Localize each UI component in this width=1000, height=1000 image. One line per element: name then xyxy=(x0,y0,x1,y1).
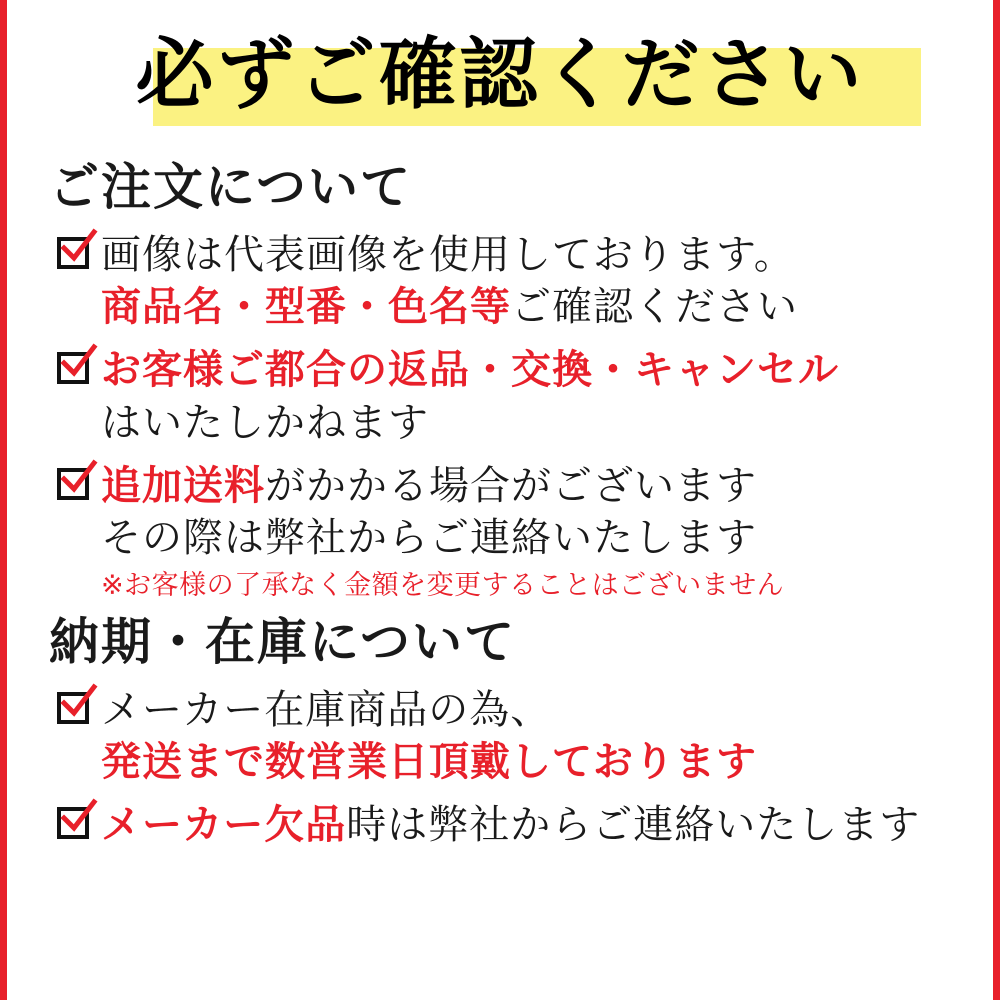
text-run: 時は弊社からご連絡いたします xyxy=(346,802,921,849)
list-item xyxy=(55,344,959,450)
text-run: メーカー欠品 xyxy=(101,802,347,849)
text-run: はいたしかねます xyxy=(101,399,429,446)
text-run: ご確認ください xyxy=(511,284,798,331)
item-text xyxy=(101,460,959,605)
list-item xyxy=(55,684,959,790)
item-line xyxy=(101,281,959,334)
item-line xyxy=(101,512,959,565)
text-run: 発送まで数営業日頂戴しております xyxy=(101,739,757,786)
checkbox-checked-icon xyxy=(55,690,95,730)
checkbox-checked-icon xyxy=(55,235,95,275)
item-text xyxy=(101,684,959,790)
item-line xyxy=(101,736,959,789)
text-run: 商品名・型番・色名等 xyxy=(101,284,511,331)
checkbox-checked-icon xyxy=(55,350,95,390)
text-run: その際は弊社からご連絡いたします xyxy=(101,515,757,562)
text-run: 画像は代表画像を使用しております。 xyxy=(101,231,795,278)
item-text xyxy=(101,344,959,450)
item-text xyxy=(101,229,959,335)
text-run: お客様ご都合の返品・交換・キャンセル xyxy=(101,347,839,394)
item-line xyxy=(101,397,959,450)
section-heading: ご注文について xyxy=(49,158,412,216)
text-run: がかかる場合がございます xyxy=(265,462,757,509)
page-title: 必ずご確認ください xyxy=(135,30,865,120)
item-line xyxy=(101,684,959,737)
section-order xyxy=(41,156,959,605)
item-note: ※お客様の了承なく金額を変更することはございません xyxy=(101,570,785,602)
checkbox-checked-icon xyxy=(55,466,95,506)
item-line xyxy=(101,460,959,513)
list-item xyxy=(55,229,959,335)
section-heading: 納期・在庫について xyxy=(49,613,516,672)
checkbox-checked-icon xyxy=(55,805,95,845)
item-line xyxy=(101,799,959,852)
notice-content xyxy=(7,0,993,1000)
list-item xyxy=(55,799,959,852)
text-run: 追加送料 xyxy=(101,462,265,509)
text-run: メーカー在庫商品の為、 xyxy=(101,686,552,733)
item-line xyxy=(101,229,959,282)
item-line xyxy=(101,344,959,397)
item-text xyxy=(101,799,959,852)
page-title-area xyxy=(41,0,959,150)
section-delivery xyxy=(41,611,959,852)
list-item xyxy=(55,460,959,605)
